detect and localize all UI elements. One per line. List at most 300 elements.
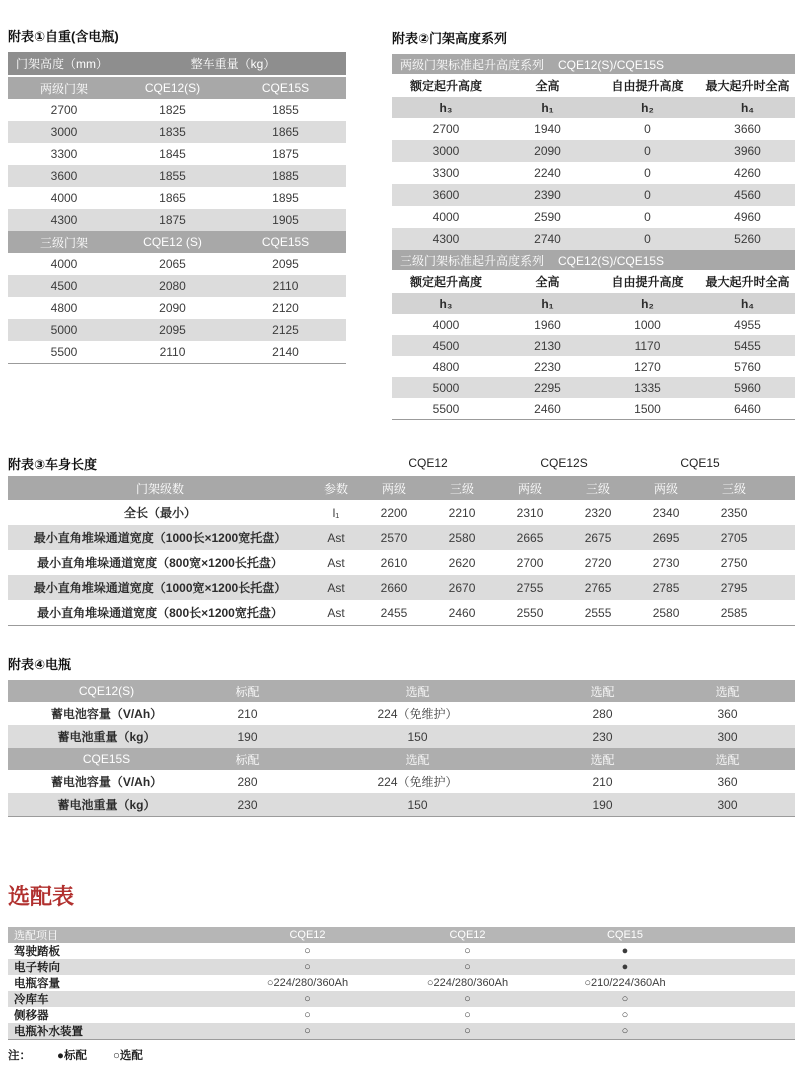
table-row [8, 99, 346, 121]
cell: 2550 [516, 605, 544, 620]
cell: 2455 [380, 605, 408, 620]
cell: 224（免维护） [377, 707, 458, 721]
cell: 2320 [584, 505, 612, 520]
column-header: 三级 [700, 476, 768, 500]
cell: 150 [290, 725, 545, 748]
band-model-label: CQE12(S)/CQE15S [558, 253, 665, 268]
table4-section [8, 654, 795, 817]
cell: 0 [595, 184, 700, 206]
column-header: 标配 [205, 680, 290, 702]
column-header: 两级 [360, 476, 428, 500]
cell: 4000 [432, 210, 460, 224]
table-row [392, 118, 795, 140]
section-band-row [8, 680, 795, 702]
mast-height-table [392, 54, 795, 420]
table-header-row [8, 927, 795, 943]
spacer-cell [700, 959, 795, 975]
column-header: 额定起升高度 [409, 79, 482, 93]
cell: 0 [595, 228, 700, 250]
column-header: 选配 [545, 748, 660, 770]
parameter-symbol: h₄ [700, 293, 795, 314]
cell: 1335 [595, 377, 700, 398]
parameter-symbol: h₄ [700, 97, 795, 118]
spacer-cell [700, 975, 795, 991]
cell: 4955 [734, 317, 761, 332]
cell: 4260 [734, 166, 761, 180]
cell: 230 [545, 725, 660, 748]
cell: 280 [237, 774, 258, 789]
cell: 2140 [272, 345, 299, 359]
cell: ○ [550, 1023, 700, 1040]
cell: 5500 [50, 345, 78, 359]
cell: 3960 [700, 140, 795, 162]
spacer-cell [768, 550, 795, 575]
spacer-cell [700, 943, 795, 959]
cell: 2755 [496, 575, 564, 600]
table-row [8, 600, 795, 626]
column-header: 两级 [496, 476, 564, 500]
cell: 2065 [159, 257, 186, 271]
column-header: 全高 [535, 79, 560, 93]
parameter-row [392, 97, 795, 118]
column-header: 自由提升高度 [611, 79, 684, 93]
table-row [392, 398, 795, 420]
cell: 4000 [50, 257, 78, 271]
cell: 6460 [734, 401, 761, 416]
section-band-row [8, 76, 346, 99]
table4-title: 附表④电瓶 [8, 657, 72, 672]
cell: 4560 [700, 184, 795, 206]
cell: 1170 [595, 335, 700, 356]
spacer-cell [700, 1023, 795, 1040]
spacer-cell [768, 600, 795, 626]
model-label: CQE15 [632, 450, 768, 476]
legend-standard: ●标配 [57, 1050, 87, 1062]
cell: 2095 [120, 319, 225, 341]
table-row [392, 377, 795, 398]
spacer-cell [700, 1007, 795, 1023]
cell: 4000 [432, 317, 460, 332]
section-band-row [392, 54, 795, 74]
table-row [8, 500, 795, 525]
column-header: 选配 [545, 680, 660, 702]
column-header: CQE12 (S) [120, 231, 225, 253]
column-header: 选配 [660, 680, 795, 702]
band-label: 三级门架标准起升高度系列 [400, 253, 545, 268]
cell: 2665 [496, 525, 564, 550]
row-label: 电瓶容量 [14, 978, 60, 990]
spacer-cell [768, 450, 795, 476]
column-header: CQE15 [550, 927, 700, 943]
column-header: 选配 [290, 680, 545, 702]
table2-section [392, 28, 795, 420]
cell: 280 [592, 706, 613, 721]
cell: 2120 [272, 301, 299, 315]
cell: 4800 [432, 359, 460, 374]
cell: 4960 [734, 210, 761, 224]
cell: ○224/280/360Ah [266, 977, 349, 989]
cell: 2705 [700, 525, 768, 550]
cell: 4500 [392, 335, 500, 356]
section-band-row [8, 231, 346, 253]
cell: 2350 [720, 505, 748, 520]
table-header-row [8, 52, 346, 76]
cell: 1875 [120, 209, 225, 231]
cell: 2750 [720, 555, 748, 570]
table1-section [8, 26, 346, 364]
cell: 1855 [272, 103, 299, 117]
cell: ○ [464, 1009, 471, 1021]
column-header: 门架高度（mm） [8, 52, 120, 76]
column-header: 最大起升时全高 [705, 275, 790, 289]
section-band-row [392, 250, 795, 270]
column-header: 三级门架 [8, 231, 120, 253]
parameter-symbol: h₃ [392, 97, 500, 118]
table-row [8, 991, 795, 1007]
table-row [8, 725, 795, 748]
cell: 5455 [700, 335, 795, 356]
cell: 2585 [720, 605, 748, 620]
table-row [8, 319, 346, 341]
cell: ○ [385, 959, 550, 975]
cell: 2590 [534, 210, 561, 224]
cell: 2740 [500, 228, 595, 250]
table-row [392, 140, 795, 162]
cell: 230 [205, 793, 290, 817]
cell: 0 [644, 166, 651, 180]
cell: 3660 [734, 122, 761, 136]
cell: 2695 [632, 525, 700, 550]
cell: 3300 [50, 147, 78, 161]
parameter-row [392, 293, 795, 314]
cell: 4300 [8, 209, 120, 231]
cell: 2700 [50, 103, 78, 117]
options-table [8, 927, 795, 1040]
column-header: 选配项目 [8, 927, 230, 943]
cell: 2460 [448, 605, 476, 620]
row-label: 最小直角堆垛通道宽度（1000长×1200宽托盘） [8, 525, 312, 550]
column-header: 三级 [428, 476, 496, 500]
model-label: CQE15S [8, 748, 205, 770]
cell: 4500 [8, 275, 120, 297]
table1-title: 附表①自重(含电瓶) [8, 29, 119, 44]
row-label: 电子转向 [8, 959, 230, 975]
table-row [8, 702, 795, 725]
cell: 2580 [652, 605, 680, 620]
column-header: 两级门架 [8, 76, 120, 99]
cell: ○ [550, 991, 700, 1007]
row-label: 蓄电池容量（V/Ah） [50, 775, 163, 789]
legend-note [8, 1047, 795, 1063]
table2-title: 附表②门架高度系列 [392, 31, 508, 46]
cell: 190 [545, 793, 660, 817]
cell: 2555 [584, 605, 612, 620]
row-label: 最小直角堆垛通道宽度（1000宽×1200长托盘） [8, 575, 312, 600]
cell: 2620 [448, 555, 476, 570]
cell: 224（免维护） [377, 775, 458, 789]
note-prefix: 注： [8, 1050, 31, 1062]
table-row [8, 575, 795, 600]
cell: ○ [230, 959, 385, 975]
cell: 5000 [8, 319, 120, 341]
table-row [392, 335, 795, 356]
table-row [8, 165, 346, 187]
table-row [8, 143, 346, 165]
parameter-symbol: Ast [312, 525, 360, 550]
table-row [392, 228, 795, 250]
cell: 360 [717, 774, 738, 789]
cell: 4000 [50, 191, 78, 205]
cell: 2785 [632, 575, 700, 600]
table-row [8, 550, 795, 575]
cell: 1885 [225, 165, 346, 187]
table-header-row [8, 476, 795, 500]
band-label: 两级门架标准起升高度系列 [400, 57, 545, 72]
cell: ○ [304, 945, 311, 957]
cell: 2210 [448, 505, 476, 520]
parameter-symbol: l₁ [332, 505, 340, 520]
table-row [8, 121, 346, 143]
cell: 300 [660, 793, 795, 817]
column-header: 自由提升高度 [611, 275, 684, 289]
row-label: 蓄电池重量（kg） [8, 793, 205, 817]
column-header: 门架级数 [8, 476, 312, 500]
battery-table [8, 680, 795, 817]
cell: 150 [290, 793, 545, 817]
cell: 1865 [159, 191, 186, 205]
column-header: 额定起升高度 [409, 275, 482, 289]
table-row [8, 209, 346, 231]
parameter-symbol: h₂ [595, 97, 700, 118]
table-row [392, 162, 795, 184]
cell: 2580 [428, 525, 496, 550]
parameter-symbol: Ast [327, 555, 345, 570]
column-header: CQE15S [225, 231, 346, 253]
cell: 0 [595, 140, 700, 162]
model-label: CQE12(S) [8, 680, 205, 702]
cell: 1895 [272, 191, 299, 205]
cell: 2090 [159, 301, 186, 315]
column-header: 全高 [535, 275, 560, 289]
cell: 2390 [500, 184, 595, 206]
spacer-cell [768, 476, 795, 500]
column-header: 选配 [290, 748, 545, 770]
table-row [8, 975, 795, 991]
row-label: 最小直角堆垛通道宽度（800宽×1200长托盘） [37, 556, 283, 570]
cell: ○ [385, 991, 550, 1007]
row-label: 蓄电池重量（kg） [8, 725, 205, 748]
spacer-cell [768, 575, 795, 600]
table-row [392, 356, 795, 377]
parameter-symbol: h₁ [500, 293, 595, 314]
cell: 1270 [634, 359, 661, 374]
table-row [8, 1007, 795, 1023]
table-row [392, 184, 795, 206]
cell: 2610 [380, 555, 408, 570]
cell: ○ [304, 1009, 311, 1021]
cell: 2460 [534, 401, 561, 416]
table-row [8, 275, 346, 297]
cell: 2130 [500, 335, 595, 356]
table-row [8, 297, 346, 319]
cell: 5260 [700, 228, 795, 250]
cell: 0 [644, 210, 651, 224]
parameter-symbol: h₂ [595, 293, 700, 314]
options-title: 选配表 [8, 884, 75, 909]
table-header-row [392, 74, 795, 97]
band-model-label: CQE12(S)/CQE15S [558, 57, 665, 72]
cell: 2200 [380, 505, 408, 520]
column-header: 整车重量（kg） [120, 52, 346, 76]
model-header-row [8, 450, 795, 476]
row-label: 驾驶踏板 [14, 946, 60, 958]
cell: 1500 [634, 401, 661, 416]
column-header: 三级 [564, 476, 632, 500]
row-label: 蓄电池容量（V/Ah） [50, 707, 163, 721]
cell: 1855 [120, 165, 225, 187]
column-header: CQE12 [230, 927, 385, 943]
cell: 1960 [534, 317, 561, 332]
parameter-symbol: h₁ [500, 97, 595, 118]
cell: 2340 [652, 505, 680, 520]
row-label: 电瓶补水装置 [8, 1023, 230, 1040]
table-row [8, 341, 346, 364]
cell: 1905 [225, 209, 346, 231]
cell: 2095 [272, 257, 299, 271]
cell: 2295 [500, 377, 595, 398]
table-row [8, 253, 346, 275]
cell: 2660 [360, 575, 428, 600]
cell: ● [550, 959, 700, 975]
column-header: 参数 [312, 476, 360, 500]
cell: 1845 [159, 147, 186, 161]
cell: 190 [205, 725, 290, 748]
parameter-symbol: Ast [312, 575, 360, 600]
cell: 5000 [392, 377, 500, 398]
cell: ○ [385, 1023, 550, 1040]
spacer-cell [700, 991, 795, 1007]
cell: ○224/280/360Ah [426, 977, 509, 989]
cell: 2700 [516, 555, 544, 570]
parameter-symbol: Ast [327, 605, 345, 620]
cell: ○ [621, 1009, 629, 1021]
body-length-table [8, 450, 795, 626]
row-label: 最小直角堆垛通道宽度（800长×1200宽托盘） [37, 606, 283, 620]
cell: 2795 [700, 575, 768, 600]
section-band-row [8, 748, 795, 770]
column-header: CQE15S [225, 76, 346, 99]
cell: 210 [592, 774, 613, 789]
cell: 360 [717, 706, 738, 721]
table3-title: 附表③车身长度 [8, 450, 360, 476]
cell: 3600 [392, 184, 500, 206]
cell: 2765 [564, 575, 632, 600]
table-row [8, 525, 795, 550]
cell: 2730 [652, 555, 680, 570]
spacer-cell [768, 525, 795, 550]
section-band [392, 250, 795, 270]
cell: ○210/224/360Ah [584, 977, 666, 989]
cell: 1835 [120, 121, 225, 143]
model-label: CQE12 [360, 450, 496, 476]
column-header: CQE12 [385, 927, 550, 943]
cell: 2700 [432, 122, 460, 136]
cell: 2675 [564, 525, 632, 550]
table-row [8, 770, 795, 793]
cell: 5500 [432, 401, 460, 416]
cell: 300 [660, 725, 795, 748]
table-header-row [392, 270, 795, 293]
cell: 5960 [700, 377, 795, 398]
cell: 3000 [392, 140, 500, 162]
cell: 2230 [534, 359, 561, 374]
model-label: CQE12S [496, 450, 632, 476]
table-row [8, 959, 795, 975]
cell: 4800 [50, 301, 78, 315]
row-label: 全长（最小） [123, 506, 196, 520]
parameter-symbol: h₃ [392, 293, 500, 314]
spacer-cell [768, 500, 795, 525]
column-header: 最大起升时全高 [705, 79, 790, 93]
table3-section [8, 450, 795, 626]
legend-optional: ○选配 [112, 1050, 143, 1062]
cell: 2720 [584, 555, 612, 570]
column-header: 选配 [660, 748, 795, 770]
self-weight-table [8, 52, 346, 364]
cell: ○ [464, 945, 471, 957]
cell: 3600 [8, 165, 120, 187]
cell: 1865 [225, 121, 346, 143]
cell: 2080 [120, 275, 225, 297]
row-label: 侧移器 [14, 1010, 49, 1022]
table-row [8, 187, 346, 209]
column-header: 两级 [632, 476, 700, 500]
cell: 1000 [634, 317, 661, 332]
column-header: 标配 [205, 748, 290, 770]
cell: 3300 [432, 166, 460, 180]
table-row [392, 206, 795, 228]
section-band [392, 54, 795, 74]
cell: 1825 [159, 103, 186, 117]
cell: 1940 [534, 122, 561, 136]
cell: 2670 [428, 575, 496, 600]
table-row [8, 793, 795, 817]
cell: 2110 [159, 345, 186, 359]
cell: 2570 [360, 525, 428, 550]
cell: ● [621, 945, 629, 957]
cell: ○ [230, 991, 385, 1007]
cell: 210 [237, 706, 258, 721]
table-row [8, 1023, 795, 1040]
cell: 2240 [534, 166, 561, 180]
cell: 2125 [225, 319, 346, 341]
cell: 2310 [516, 505, 544, 520]
cell: 0 [644, 122, 651, 136]
cell: 1875 [272, 147, 299, 161]
options-section [8, 880, 795, 1063]
table-row [392, 314, 795, 335]
row-label: 冷库车 [8, 991, 230, 1007]
cell: 2090 [500, 140, 595, 162]
column-header: CQE12(S) [120, 76, 225, 99]
cell: ○ [230, 1023, 385, 1040]
cell: 3000 [8, 121, 120, 143]
spacer-cell [700, 927, 795, 943]
table-row [8, 943, 795, 959]
cell: 2110 [225, 275, 346, 297]
cell: 4300 [392, 228, 500, 250]
cell: 5760 [734, 359, 761, 374]
